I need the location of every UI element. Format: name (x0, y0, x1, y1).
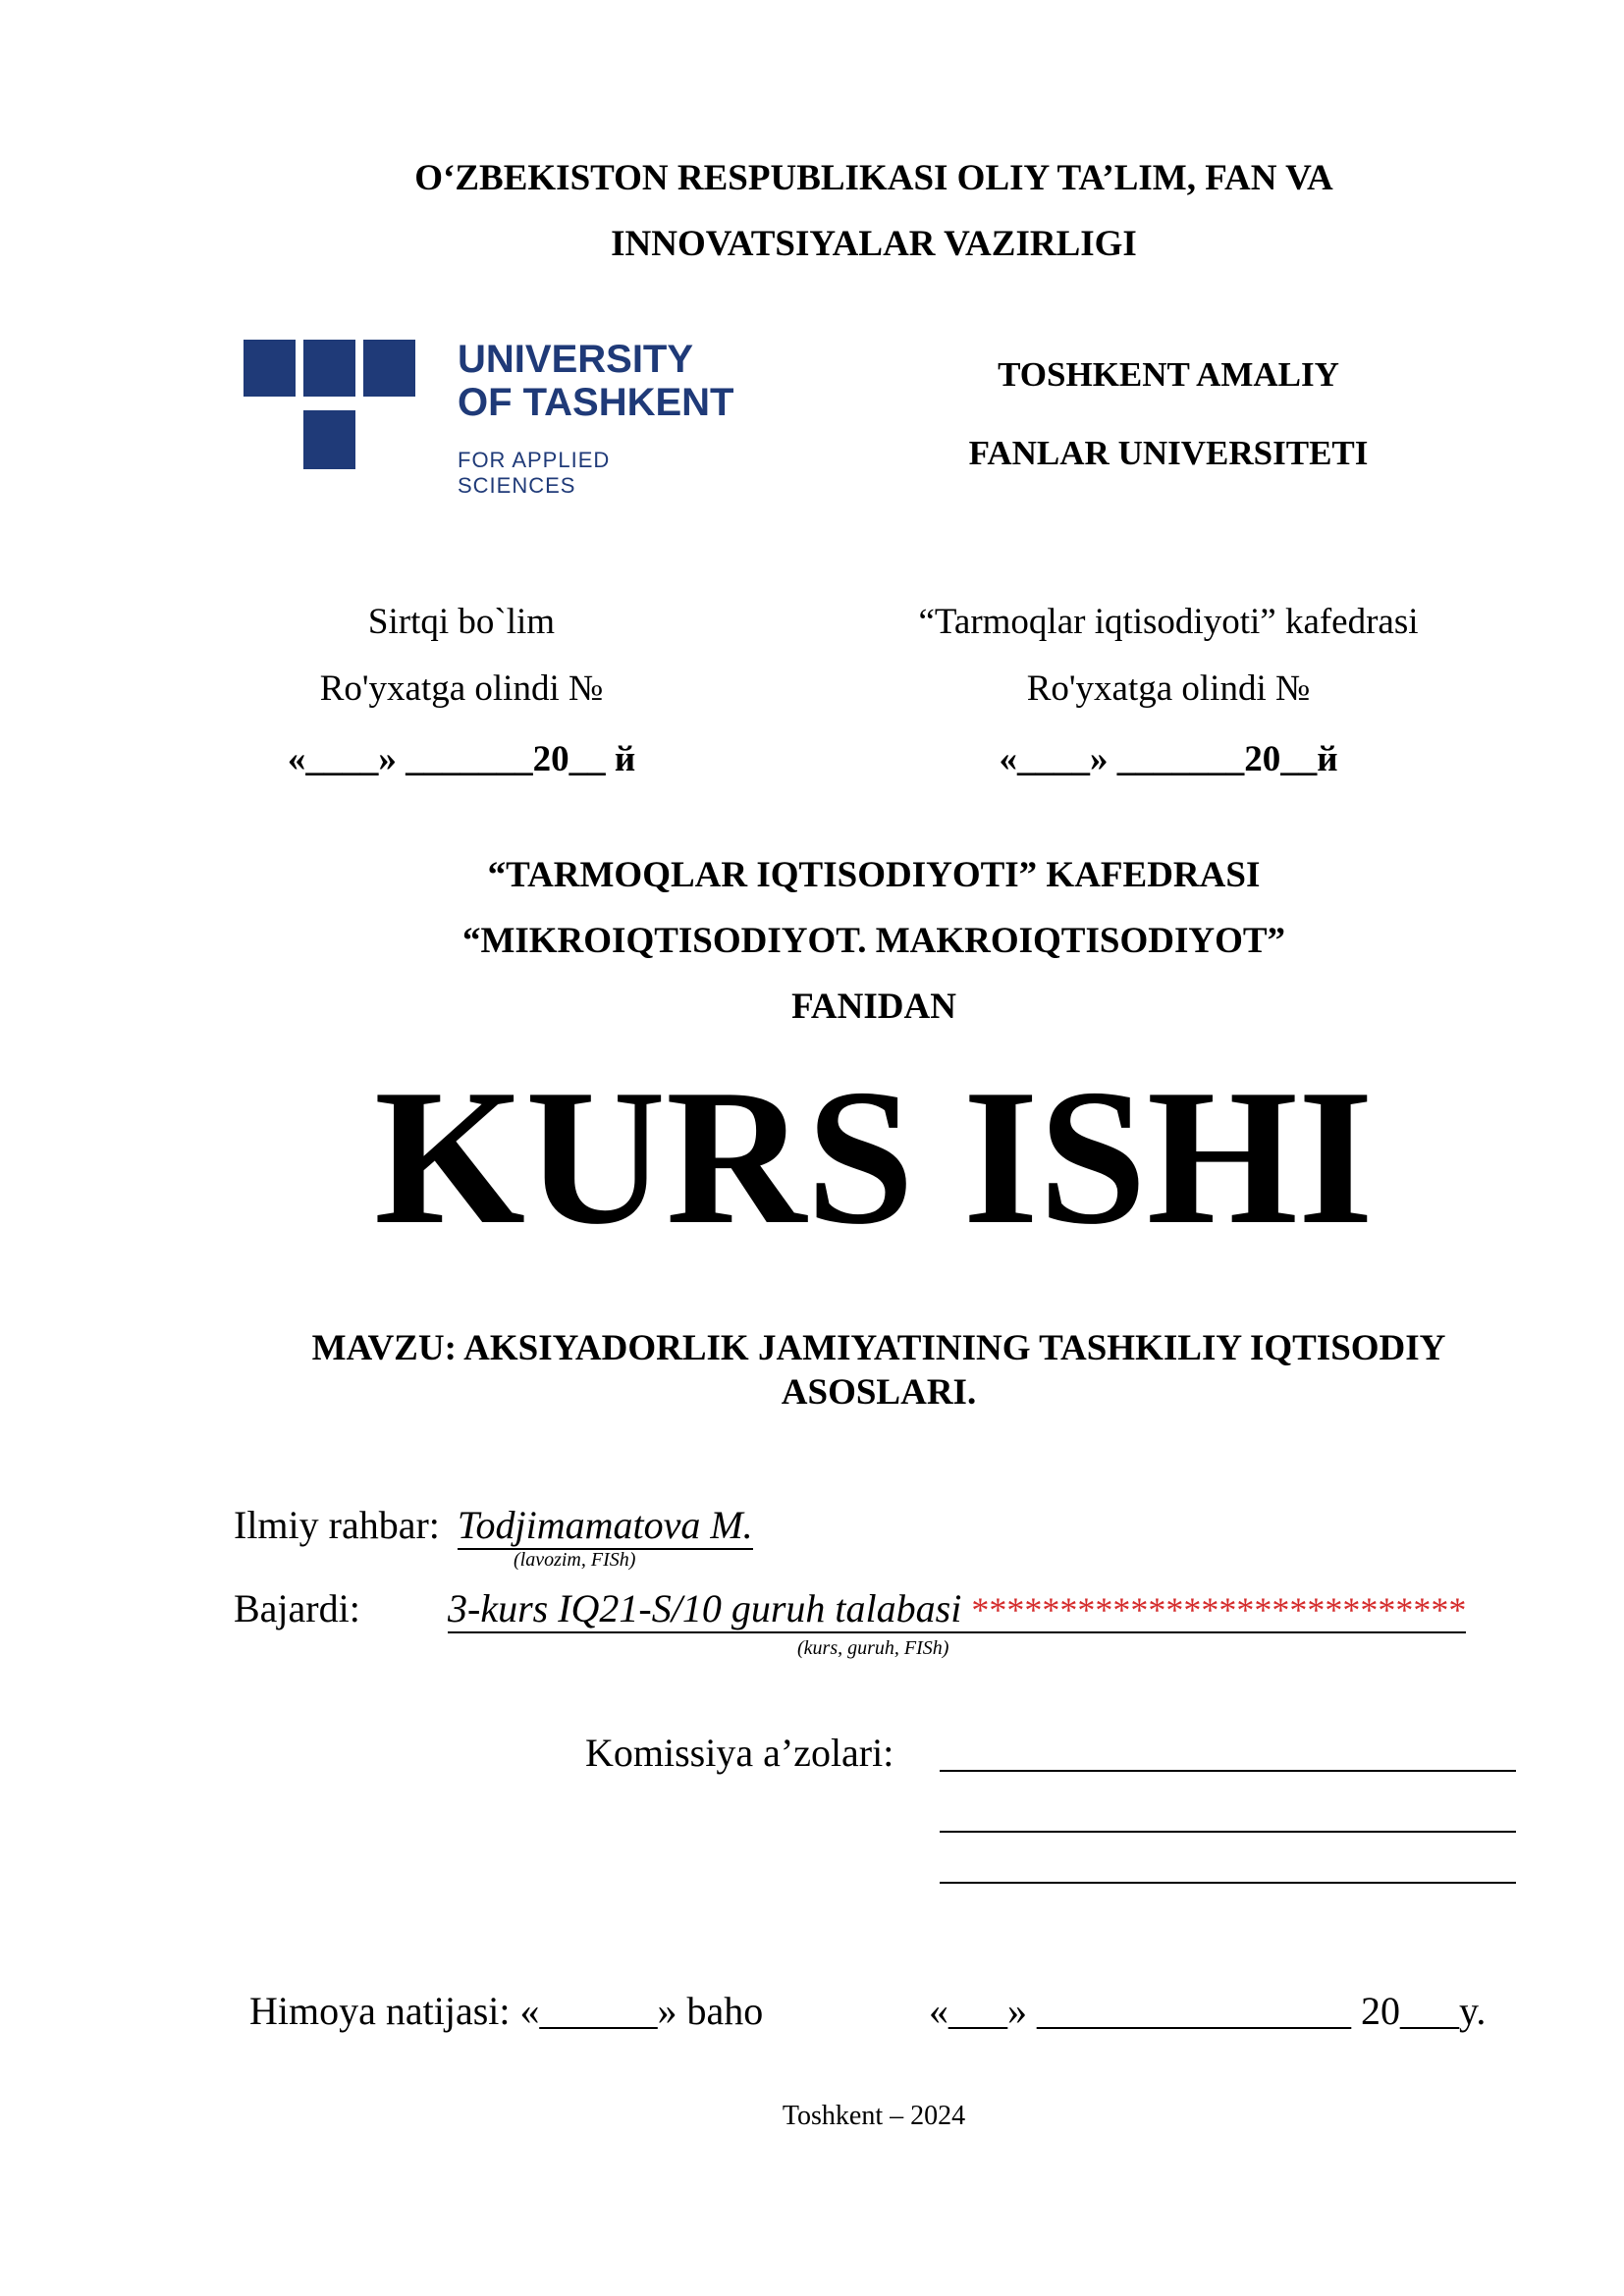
department-heading: “TARMOQLAR IQTISODIYOTI” KAFEDRASI (487, 855, 1261, 895)
performer-field (448, 1585, 1466, 1633)
university-name-line2: FANLAR UNIVERSITETI (968, 434, 1369, 472)
supervisor-row (234, 1502, 753, 1550)
left-registered-label: Ro'yxatga olindi № (319, 668, 604, 709)
university-logo (244, 338, 734, 498)
topic-line1: MAVZU: AKSIYADORLIK JAMIYATINING TASHKILIY IQTISODIY (311, 1328, 1446, 1368)
supervisor-note: (lavozim, FISh) (514, 1549, 636, 1571)
left-column-title: Sirtqi bo`lim (367, 602, 556, 642)
topic-line2: ASOSLARI. (781, 1372, 977, 1413)
defense-date: «___» ________________ 20___y. (929, 1989, 1487, 2033)
performer-label: Bajardi: (234, 1586, 360, 1630)
right-registered-label: Ro'yxatga olindi № (1026, 668, 1311, 709)
commission-member-line (940, 1770, 1516, 1772)
left-date-field: «____» _______20__ й (287, 739, 636, 779)
right-column-title: “Tarmoqlar iqtisodiyoti” kafedrasi (918, 602, 1419, 642)
commission-label: Komissiya a’zolari: (585, 1731, 894, 1775)
logo-text-line3: FOR APPLIED SCIENCES (458, 448, 611, 498)
commission-member-line (940, 1882, 1516, 1884)
ministry-title-line2: INNOVATSIYALAR VAZIRLIGI (611, 224, 1137, 264)
logo-text-line2: OF TASHKENT (458, 381, 734, 424)
commission-member-line (940, 1831, 1516, 1833)
main-title: KURS ISHI (374, 1049, 1374, 1264)
right-date-field: «____» _______20__й (999, 739, 1338, 779)
course-subject-heading: “MIKROIQTISODIYOT. MAKROIQTISODIYOT” (461, 921, 1286, 961)
ministry-title-line1: O‘ZBEKISTON RESPUBLIKASI OLIY TA’LIM, FAN VA (414, 158, 1333, 198)
footer-city-year: Toshkent – 2024 (782, 2101, 966, 2131)
performer-name-redacted: **************************** (971, 1590, 1467, 1629)
performer-note: (kurs, guruh, FISh) (797, 1637, 949, 1659)
logo-text-line1: UNIVERSITY (458, 338, 694, 381)
university-logo-icon (244, 340, 415, 477)
performer-value: 3-kurs IQ21-S/10 guruh talabasi (448, 1586, 962, 1630)
defense-result: Himoya natijasi: «______» baho (249, 1989, 764, 2033)
subject-fanidan: FANIDAN (791, 987, 956, 1027)
supervisor-name: Todjimamatova M. (458, 1502, 753, 1550)
supervisor-label: Ilmiy rahbar: (234, 1503, 440, 1547)
university-name-line1: TOSHKENT AMALIY (998, 355, 1339, 394)
